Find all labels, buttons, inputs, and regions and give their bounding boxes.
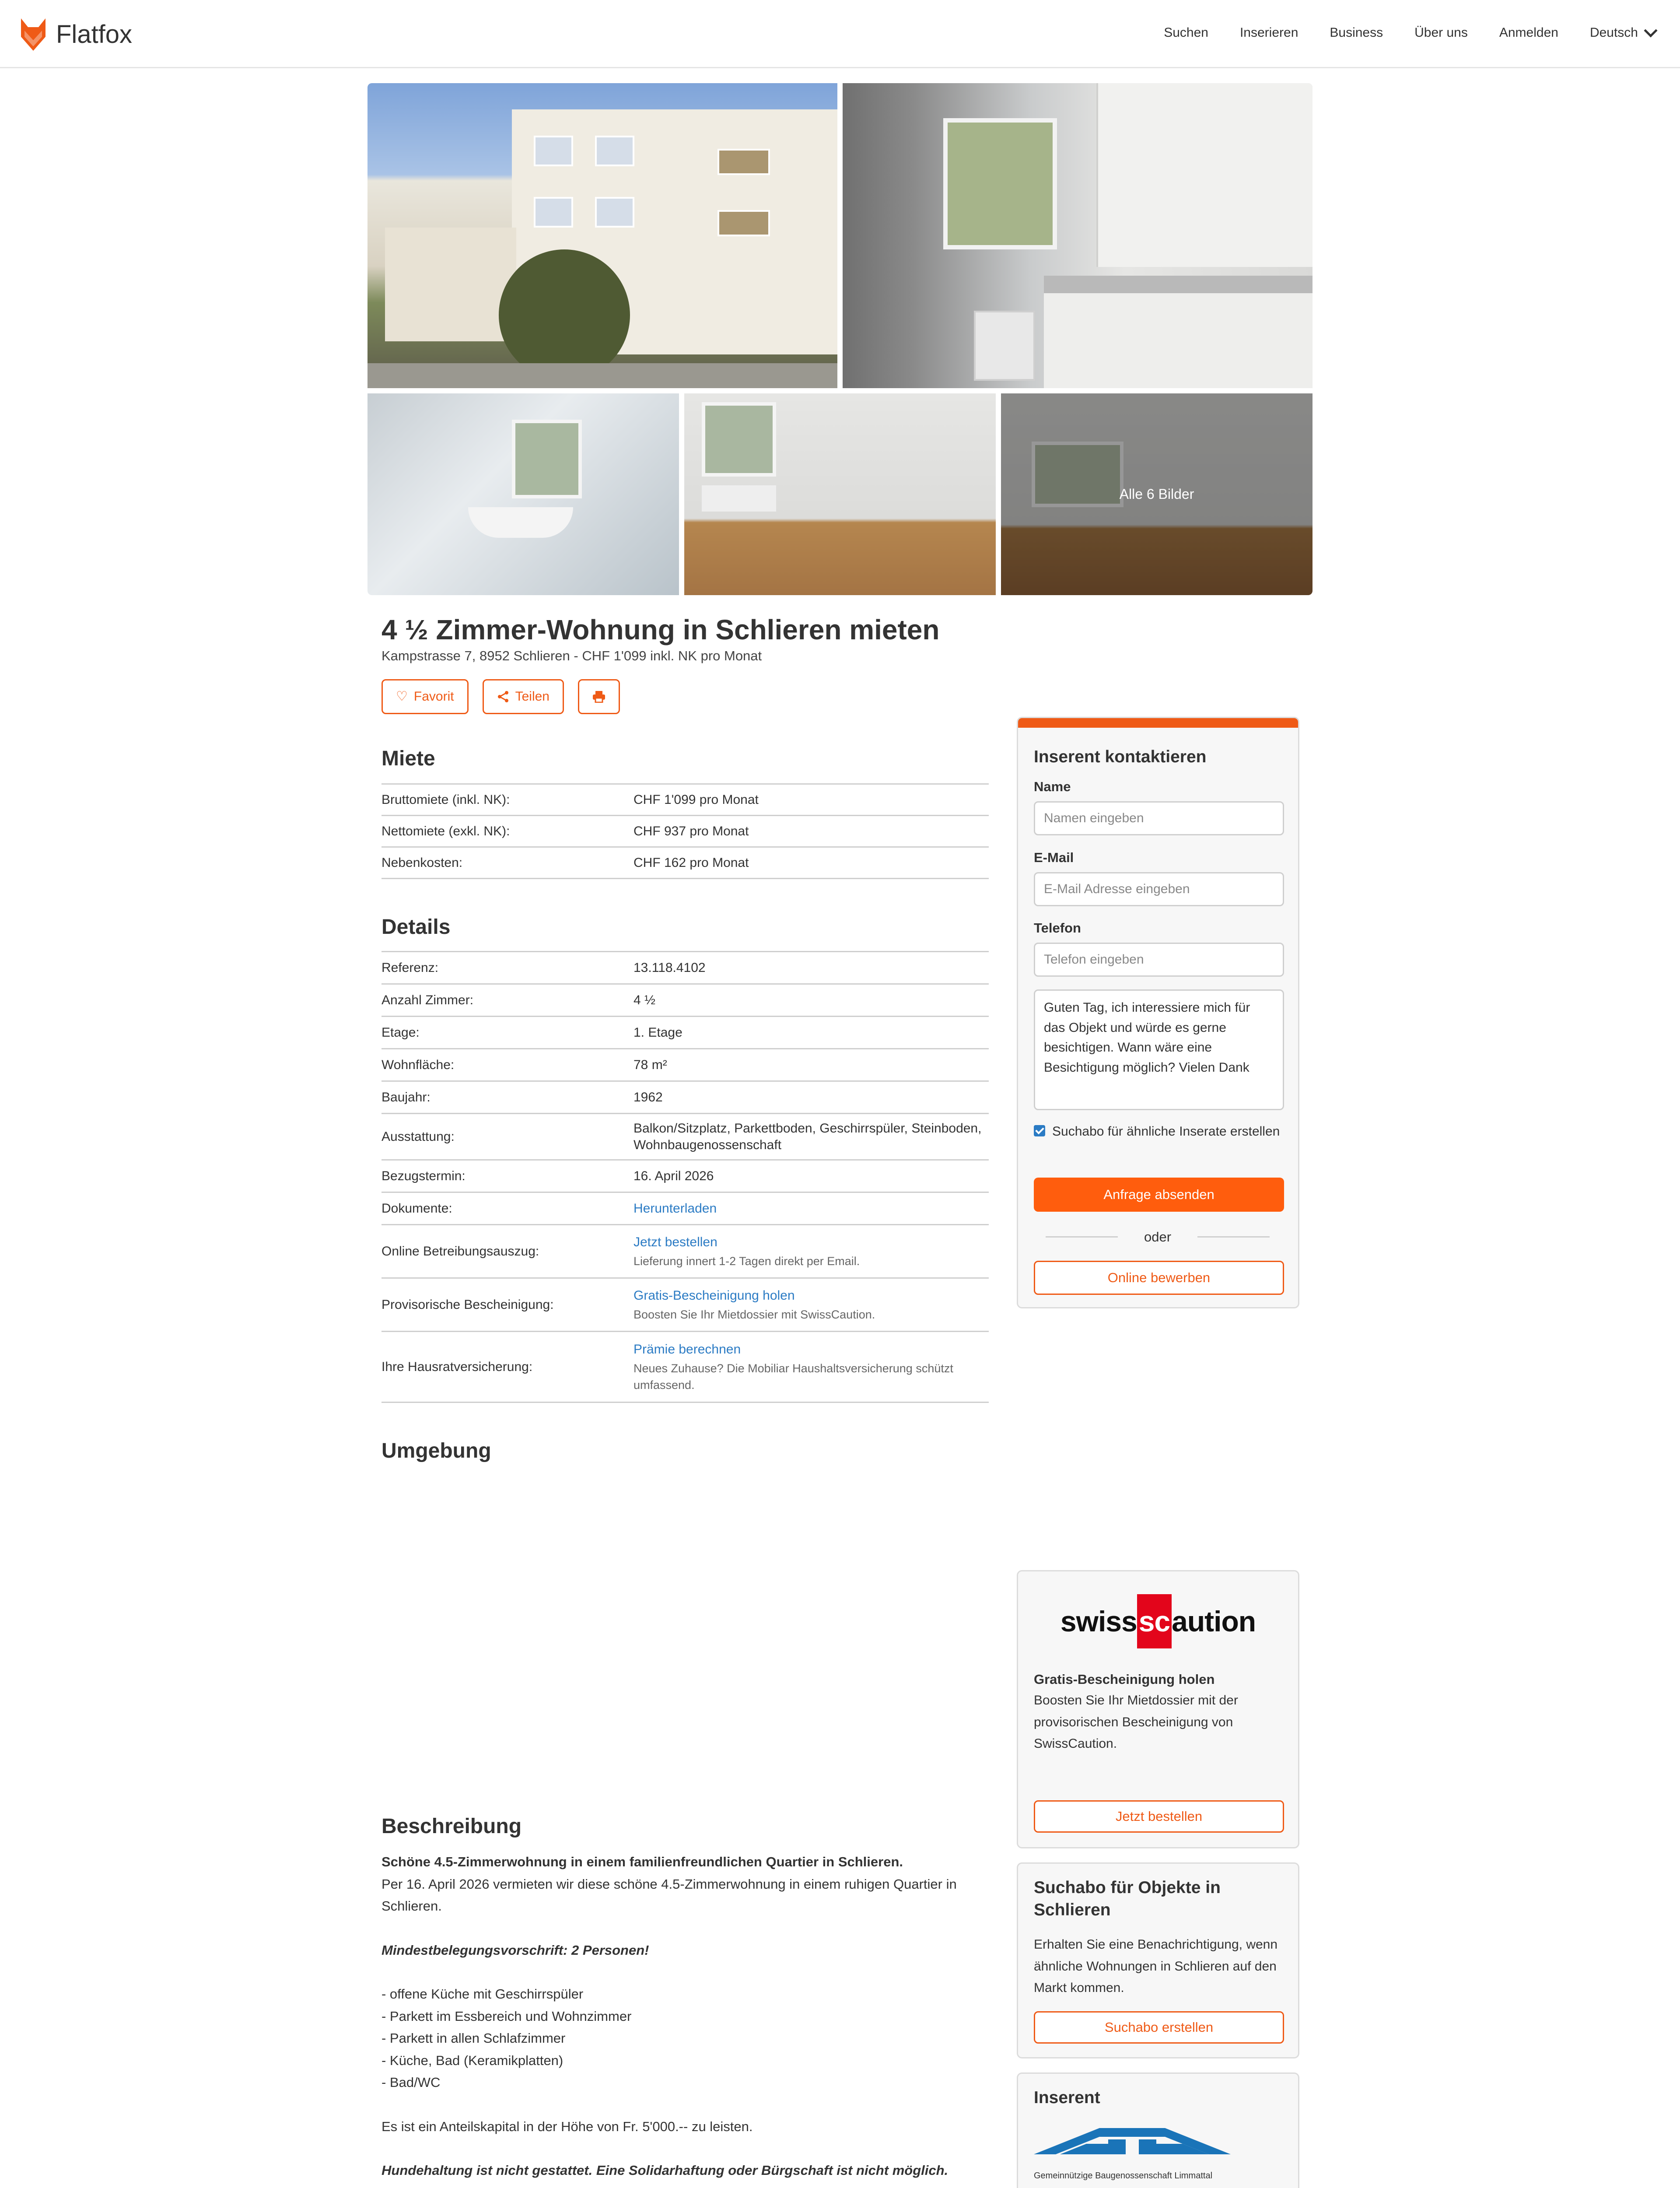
description-capital: Es ist ein Anteilskapital in der Höhe von Fr. 5'000.-- zu leisten.: [382, 2118, 753, 2134]
swisscaution-box: [1017, 1570, 1299, 1848]
row-key: Bezugstermin:: [382, 1168, 466, 1183]
language-dropdown[interactable]: [1590, 24, 1656, 42]
table-row: [382, 816, 989, 848]
phone-label: Telefon: [1034, 920, 1081, 936]
feature-item: - Parkett im Essbereich und Wohnzimmer: [382, 2008, 632, 2024]
description-text: [382, 1851, 989, 2188]
spacer: [382, 1961, 989, 1983]
gbl-logo: [1034, 2122, 1244, 2182]
inserent-box: [1017, 2072, 1299, 2188]
description-pets: Hundehaltung ist nicht gestattet. Eine Solidarhaftung oder Bürgschaft ist nicht möglich.: [382, 2163, 948, 2178]
swisscaution-logo-part: aution: [1172, 1605, 1256, 1637]
street: [368, 363, 837, 388]
row-note: Neues Zuhause? Die Mobiliar Haushaltsversicherung schützt umfassend.: [634, 1361, 953, 1392]
documents-download-link[interactable]: Herunterladen: [634, 1201, 717, 1216]
row-note: Boosten Sie Ihr Mietdossier mit SwissCaution.: [634, 1308, 875, 1321]
row-value: CHF 162 pro Monat: [634, 855, 749, 870]
gbl-logo-caption: Gemeinnützige Baugenossenschaft Limmattal: [1034, 2171, 1213, 2181]
table-row: [382, 1225, 989, 1279]
suchabo-box: [1017, 1862, 1299, 2058]
print-button[interactable]: [578, 679, 620, 714]
table-row: [382, 1017, 989, 1049]
contact-form: [1017, 717, 1299, 1308]
kitchen-lower-cabinets: [1044, 293, 1312, 388]
suchabo-checkbox-label: Suchabo für ähnliche Inserate erstellen: [1052, 1124, 1280, 1139]
bescheinigung-link[interactable]: Gratis-Bescheinigung holen: [634, 1288, 795, 1303]
description-intro: Per 16. April 2026 vermieten wir diese schöne 4.5-Zimmerwohnung in einem ruhigen Quartier in Schlieren.: [382, 1876, 957, 1914]
radiator: [974, 311, 1035, 381]
phone-input[interactable]: Telefon eingeben: [1034, 943, 1284, 977]
building-side: [385, 228, 516, 341]
window: [595, 136, 634, 166]
bathroom-window: [512, 420, 582, 498]
feature-item: - Bad/WC: [382, 2075, 441, 2090]
details-table: [382, 951, 989, 1403]
description-headline: Schöne 4.5-Zimmerwohnung in einem familienfreundlichen Quartier in Schlieren.: [382, 1854, 903, 1869]
suchabo-heading: Suchabo für Objekte in Schlieren: [1034, 1878, 1221, 1919]
gbl-logo-icon: [1034, 2122, 1244, 2170]
table-row: [382, 785, 989, 816]
nav-inserieren[interactable]: Inserieren: [1239, 25, 1298, 40]
spacer: [382, 2138, 989, 2160]
all-photos-overlay[interactable]: Alle 6 Bilder: [1119, 486, 1194, 502]
row-value: CHF 937 pro Monat: [634, 824, 749, 838]
submit-inquiry-button[interactable]: Anfrage absenden: [1034, 1178, 1284, 1212]
row-key: Referenz:: [382, 960, 439, 975]
betreibungsauszug-order-link[interactable]: Jetzt bestellen: [634, 1234, 718, 1249]
row-value: 13.118.4102: [634, 960, 706, 975]
print-icon: [592, 691, 606, 703]
contact-heading: Inserent kontaktieren: [1034, 747, 1207, 766]
chevron-down-icon: [1644, 24, 1657, 37]
message-textarea[interactable]: Guten Tag, ich interessiere mich für das Objekt und würde es gerne besichtigen. Wann wäre eine Besichtigung möglich? Vielen Dank: [1034, 989, 1284, 1110]
row-key: Dokumente:: [382, 1201, 452, 1216]
share-icon: [497, 691, 509, 703]
row-key: Ausstattung:: [382, 1129, 455, 1144]
praemie-berechnen-link[interactable]: Prämie berechnen: [634, 1342, 741, 1357]
miete-heading: Miete: [382, 747, 435, 770]
fox-logo-icon: [19, 18, 47, 52]
room-window: [702, 402, 776, 477]
suchabo-text: Erhalten Sie eine Benachrichtigung, wenn ähnliche Wohnungen in Schlieren auf den Markt kommen.: [1034, 1937, 1278, 1995]
table-row: [382, 1161, 989, 1193]
miete-table: [382, 783, 989, 879]
description-rule: Mindestbelegungsvorschrift: 2 Personen!: [382, 1942, 649, 1958]
tree: [499, 249, 630, 381]
divider-line: [1197, 1236, 1270, 1238]
window: [595, 197, 634, 228]
nav-suchen[interactable]: Suchen: [1164, 25, 1208, 40]
table-row: [382, 848, 989, 879]
table-row: [382, 1114, 989, 1161]
language-label: Deutsch: [1589, 25, 1638, 40]
photo-room[interactable]: [684, 393, 996, 595]
table-row: [382, 1082, 989, 1114]
photo-gallery: [368, 83, 1312, 595]
site-header: [0, 0, 1680, 68]
table-row: [382, 952, 989, 985]
flatfox-logo[interactable]: [19, 17, 132, 52]
swisscaution-order-button[interactable]: Jetzt bestellen: [1034, 1800, 1284, 1833]
beschreibung-heading: Beschreibung: [382, 1815, 522, 1838]
or-divider: [1032, 1227, 1283, 1246]
contact-accent-bar: [1018, 718, 1298, 728]
nav-anmelden[interactable]: Anmelden: [1499, 25, 1558, 40]
row-value: CHF 1'099 pro Monat: [634, 792, 759, 807]
main-nav: [1132, 24, 1656, 42]
swisscaution-logo: [1018, 1594, 1298, 1648]
photo-building-exterior[interactable]: [368, 83, 837, 388]
row-key: Wohnfläche:: [382, 1057, 455, 1072]
feature-item: - offene Küche mit Geschirrspüler: [382, 1986, 584, 2002]
table-row: [382, 1193, 989, 1225]
name-label: Name: [1034, 779, 1071, 794]
swisscaution-title: Gratis-Bescheinigung holen: [1034, 1672, 1215, 1687]
feature-item: - Küche, Bad (Keramikplatten): [382, 2052, 564, 2068]
row-note: Lieferung innert 1-2 Tagen direkt per Email.: [634, 1254, 860, 1268]
sink: [468, 507, 573, 538]
row-value: 78 m²: [634, 1057, 667, 1072]
window: [534, 136, 573, 166]
photo-bathroom[interactable]: [368, 393, 679, 595]
row-key: Anzahl Zimmer:: [382, 992, 474, 1007]
inserent-heading: Inserent: [1034, 2088, 1100, 2107]
listing-actions: [382, 679, 620, 714]
nav-ueber-uns[interactable]: Über uns: [1414, 25, 1468, 40]
balcony: [718, 149, 770, 175]
row-value: 1. Etage: [634, 1025, 682, 1040]
row-value: 4 ½: [634, 992, 656, 1007]
spacer: [382, 2094, 989, 2116]
row-value: 16. April 2026: [634, 1168, 714, 1183]
logo-text: Flatfox: [56, 20, 133, 49]
row-key: Nettomiete (exkl. NK):: [382, 824, 510, 838]
umgebung-heading: Umgebung: [382, 1439, 491, 1462]
listing-subtitle: Kampstrasse 7, 8952 Schlieren - CHF 1'099 inkl. NK pro Monat: [382, 648, 762, 663]
feature-item: - Parkett in allen Schlafzimmer: [382, 2030, 566, 2046]
kitchen-window: [943, 118, 1057, 249]
table-row: [382, 1279, 989, 1332]
spacer: [382, 2182, 989, 2188]
balcony: [718, 210, 770, 236]
email-input[interactable]: E-Mail Adresse eingeben: [1034, 872, 1284, 906]
table-row: [382, 1332, 989, 1403]
swisscaution-logo-mark: sc: [1137, 1594, 1172, 1648]
name-input[interactable]: Namen eingeben: [1034, 801, 1284, 835]
suchabo-checkbox-row[interactable]: [1034, 1122, 1284, 1141]
details-heading: Details: [382, 915, 451, 939]
online-apply-button[interactable]: Online bewerben: [1034, 1261, 1284, 1295]
row-key: Online Betreibungsauszug:: [382, 1244, 539, 1259]
row-value: 1962: [634, 1090, 663, 1105]
email-label: E-Mail: [1034, 850, 1074, 865]
favorite-label: Favorit: [413, 689, 454, 704]
row-value: Balkon/Sitzplatz, Parkettboden, Geschirrspüler, Steinboden, Wohnbaugenossenschaft: [634, 1121, 982, 1152]
share-label: Teilen: [515, 689, 550, 704]
row-key: Nebenkosten:: [382, 855, 463, 870]
nav-business[interactable]: Business: [1330, 25, 1383, 40]
or-label: oder: [1144, 1229, 1172, 1245]
row-key: Bruttomiete (inkl. NK):: [382, 792, 510, 807]
divider-line: [1046, 1236, 1118, 1238]
heart-icon: ♡: [396, 689, 408, 704]
suchabo-checkbox[interactable]: [1034, 1125, 1045, 1136]
share-button[interactable]: [483, 679, 564, 714]
swisscaution-text: Boosten Sie Ihr Mietdossier mit der provisorischen Bescheinigung von SwissCaution.: [1034, 1693, 1238, 1751]
spacer: [382, 1918, 989, 1939]
table-row: [382, 985, 989, 1017]
listing-title: 4 ½ Zimmer-Wohnung in Schlieren mieten: [382, 614, 940, 645]
create-suchabo-button[interactable]: Suchabo erstellen: [1034, 2011, 1284, 2044]
row-key: Ihre Hausratversicherung:: [382, 1359, 533, 1374]
row-key: Etage:: [382, 1025, 420, 1040]
kitchen-cabinets: [1096, 83, 1312, 267]
swisscaution-logo-part: swiss: [1060, 1605, 1137, 1637]
photo-kitchen[interactable]: [843, 83, 1312, 388]
window: [534, 197, 573, 228]
favorite-button[interactable]: [382, 679, 469, 714]
table-row: [382, 1049, 989, 1082]
row-key: Baujahr:: [382, 1090, 430, 1105]
countertop: [1044, 276, 1312, 293]
row-key: Provisorische Bescheinigung:: [382, 1297, 554, 1312]
radiator: [702, 485, 776, 512]
